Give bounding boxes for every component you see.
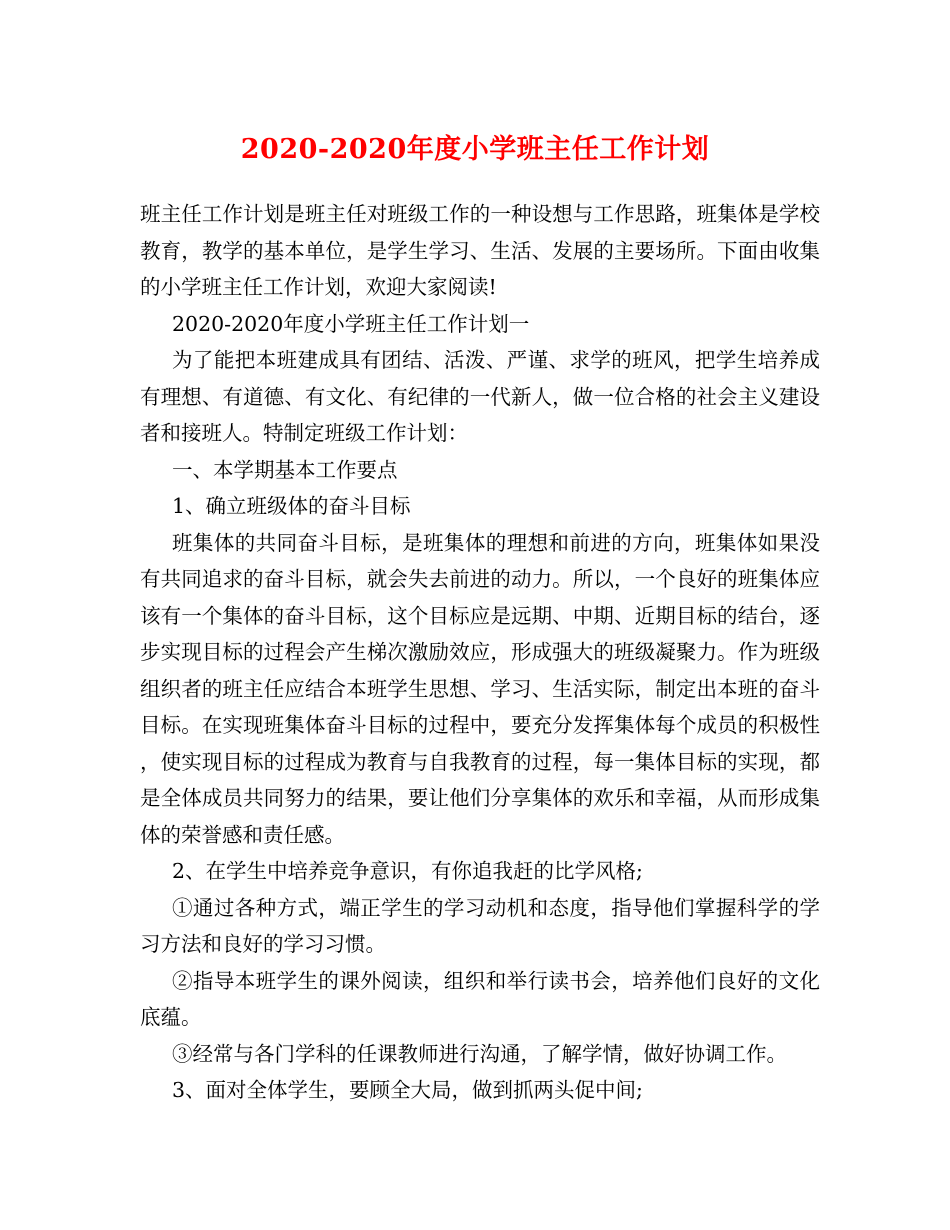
paragraph-item-2: ②指导本班学生的课外阅读，组织和举行读书会，培养他们良好的文化底蕴。: [140, 968, 820, 1029]
paragraph-goal-body: 班集体的共同奋斗目标，是班集体的理想和前进的方向，班集体如果没有共同追求的奋斗目标，就会失去前进的动力。所以，一个良好的班集体应该有一个集体的奋斗目标，这个目标应是远期、中期、近期目标的结台，逐步实现目标的过程会产生梯次激励效应，形成强大的班级凝聚力。作为班级组织者的班主任应结合本班学生思想、学习、生活实际，制定出本班的奋斗目标。在实现班集体奋斗目标的过程中，要充分发挥集体每个成员的积极性，使实现目标的过程成为教育与自我教育的过程，每一集体目标的实现，都是全体成员共同努力的结果，要让他们分享集体的欢乐和幸福，从而形成集体的荣誉感和责任感。: [140, 530, 820, 847]
paragraph-item-3: ③经常与各门学科的任课教师进行沟通，了解学情，做好协调工作。: [172, 1041, 787, 1066]
paragraph-subheading-3: 3、面对全体学生，要顾全大局，做到抓两头促中间;: [172, 1078, 643, 1102]
paragraph-intro: 班主任工作计划是班主任对班级工作的一种设想与工作思路，班集体是学校教育，教学的基本单位，是学生学习、生活、发展的主要场所。下面由收集的小学班主任工作计划，欢迎大家阅读!: [140, 202, 820, 299]
paragraph-section-title: 2020-2020年度小学班主任工作计划一: [172, 311, 530, 336]
paragraph-heading-1: 一、本学期基本工作要点: [172, 457, 398, 482]
document-title: 2020-2020年度小学班主任工作计划: [240, 134, 710, 165]
document-body: [140, 196, 820, 1109]
paragraph-subheading-2: 2、在学生中培养竞争意识，有你追我赶的比学风格;: [172, 859, 643, 883]
paragraph-subheading-1: 1、确立班级体的奋斗目标: [172, 494, 411, 518]
paragraph-purpose: 为了能把本班建成具有团结、活泼、严谨、求学的班风，把学生培养成有理想、有道德、有文化、有纪律的一代新人，做一位合格的社会主义建设者和接班人。特制定班级工作计划：: [140, 348, 820, 445]
paragraph-item-1: ①通过各种方式，端正学生的学习动机和态度，指导他们掌握科学的学习方法和良好的学习习惯。: [140, 895, 820, 956]
